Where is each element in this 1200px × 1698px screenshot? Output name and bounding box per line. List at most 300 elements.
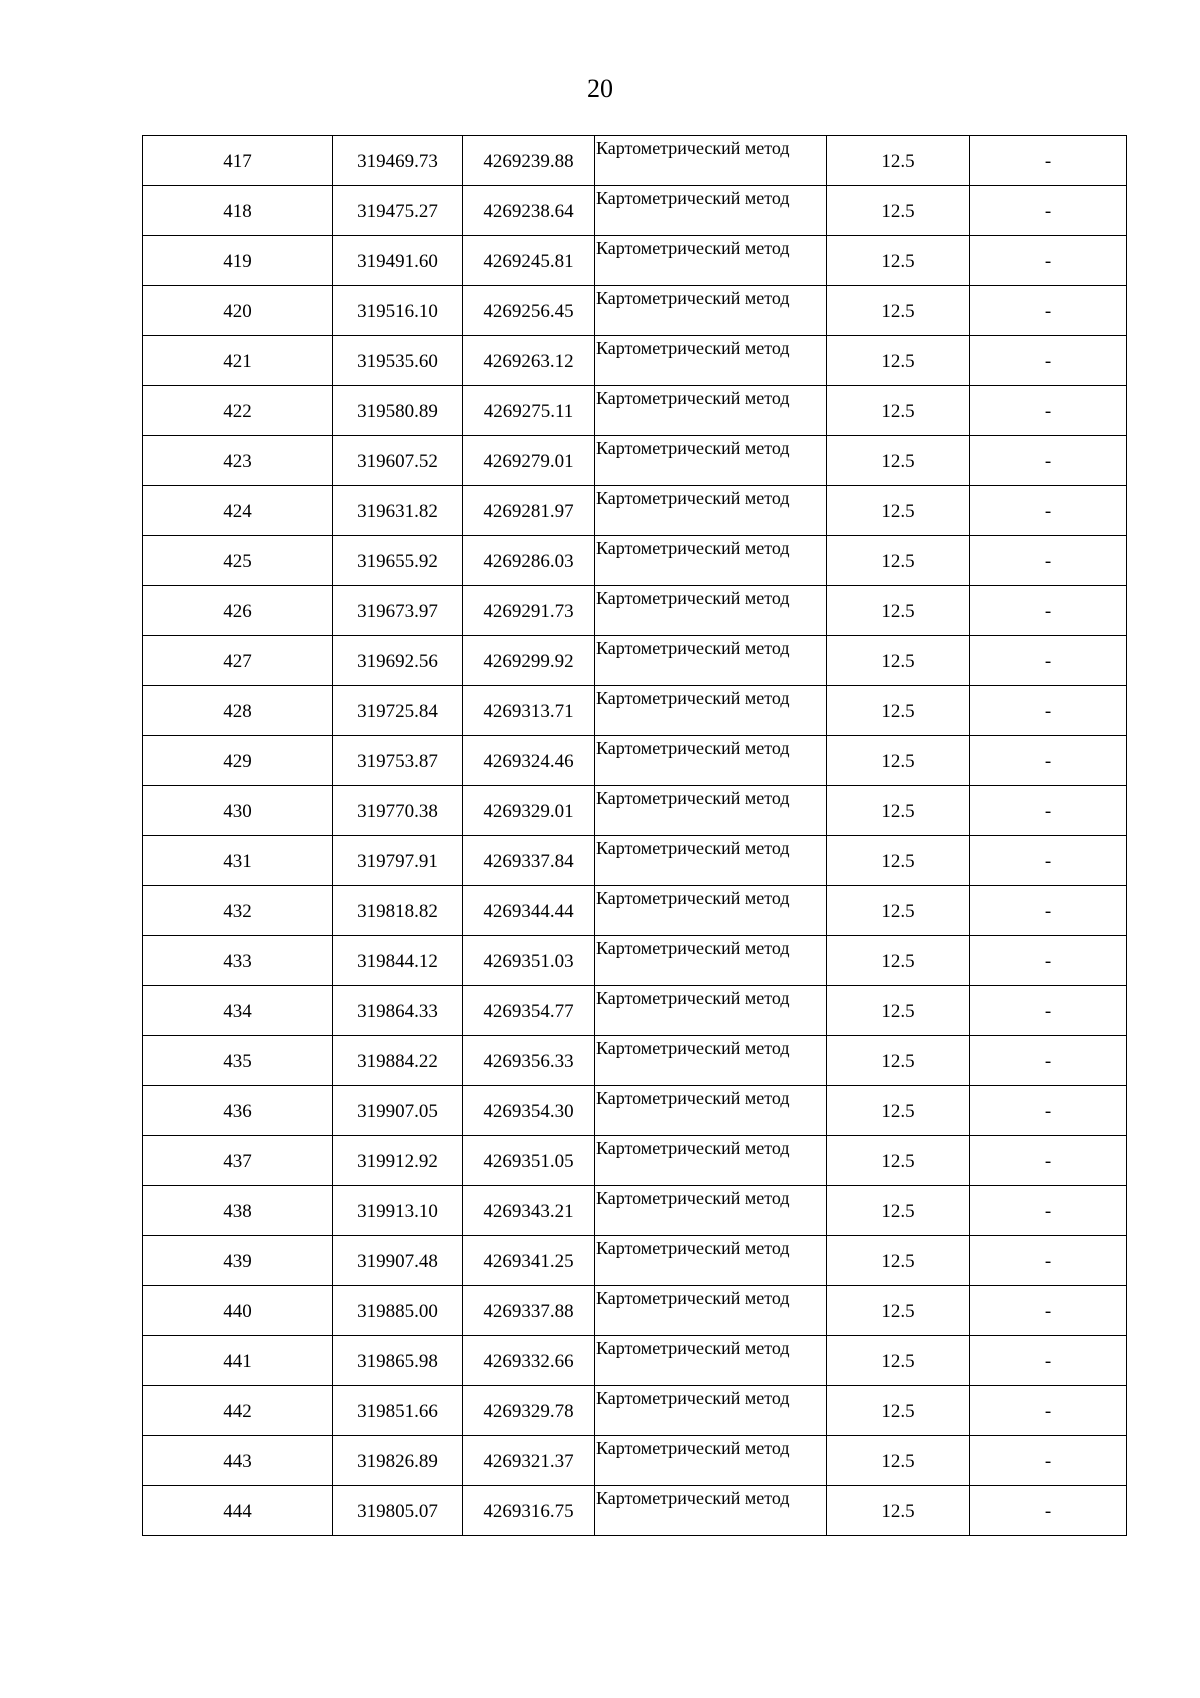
table-row <box>143 336 1127 386</box>
method-cell <box>595 1186 827 1236</box>
description-cell-text: - <box>1044 900 1052 922</box>
point-number-cell-text: 417 <box>223 150 252 172</box>
y-coordinate-cell-text: 4269313.71 <box>483 700 574 722</box>
table-row <box>143 436 1127 486</box>
method-cell-text: Картометрический метод <box>596 238 790 258</box>
description-cell-text: - <box>1044 1100 1052 1122</box>
method-cell <box>595 936 827 986</box>
accuracy-cell-text: 12.5 <box>881 350 915 372</box>
description-cell <box>970 936 1127 986</box>
accuracy-cell <box>827 1336 970 1386</box>
y-coordinate-cell <box>463 786 595 836</box>
table-row <box>143 1186 1127 1236</box>
point-number-cell <box>143 836 333 886</box>
table-row <box>143 1436 1127 1486</box>
y-coordinate-cell-text: 4269256.45 <box>483 300 574 322</box>
accuracy-cell <box>827 936 970 986</box>
x-coordinate-cell <box>333 986 463 1036</box>
point-number-cell-text: 431 <box>223 850 252 872</box>
point-number-cell <box>143 236 333 286</box>
point-number-cell-text: 437 <box>223 1150 252 1172</box>
description-cell <box>970 886 1127 936</box>
x-coordinate-cell <box>333 386 463 436</box>
y-coordinate-cell <box>463 936 595 986</box>
method-cell <box>595 1036 827 1086</box>
method-cell-text: Картометрический метод <box>596 838 790 858</box>
y-coordinate-cell <box>463 386 595 436</box>
x-coordinate-cell <box>333 536 463 586</box>
x-coordinate-cell-text: 319826.89 <box>357 1450 438 1472</box>
description-cell-text: - <box>1044 1050 1052 1072</box>
description-cell <box>970 1086 1127 1136</box>
method-cell-text: Картометрический метод <box>596 1288 790 1308</box>
point-number-cell-text: 423 <box>223 450 252 472</box>
description-cell-text: - <box>1044 1000 1052 1022</box>
description-cell-text: - <box>1044 200 1052 222</box>
method-cell <box>595 986 827 1036</box>
y-coordinate-cell <box>463 836 595 886</box>
method-cell-text: Картометрический метод <box>596 738 790 758</box>
point-number-cell-text: 419 <box>223 250 252 272</box>
y-coordinate-cell-text: 4269351.05 <box>483 1150 574 1172</box>
point-number-cell-text: 440 <box>223 1300 252 1322</box>
x-coordinate-cell-text: 319865.98 <box>357 1350 438 1372</box>
x-coordinate-cell-text: 319913.10 <box>357 1200 438 1222</box>
x-coordinate-cell-text: 319753.87 <box>357 750 438 772</box>
y-coordinate-cell-text: 4269329.01 <box>483 800 574 822</box>
method-cell-text: Картометрический метод <box>596 488 790 508</box>
y-coordinate-cell <box>463 136 595 186</box>
accuracy-cell-text: 12.5 <box>881 500 915 522</box>
point-number-cell <box>143 436 333 486</box>
y-coordinate-cell-text: 4269332.66 <box>483 1350 574 1372</box>
accuracy-cell-text: 12.5 <box>881 1500 915 1522</box>
page-number: 20 <box>587 74 613 103</box>
description-cell-text: - <box>1044 550 1052 572</box>
accuracy-cell <box>827 1386 970 1436</box>
y-coordinate-cell <box>463 1036 595 1086</box>
x-coordinate-cell <box>333 836 463 886</box>
point-number-cell <box>143 486 333 536</box>
table-row <box>143 786 1127 836</box>
y-coordinate-cell <box>463 686 595 736</box>
x-coordinate-cell <box>333 136 463 186</box>
table-row <box>143 736 1127 786</box>
point-number-cell-text: 421 <box>223 350 252 372</box>
accuracy-cell-text: 12.5 <box>881 1050 915 1072</box>
accuracy-cell-text: 12.5 <box>881 650 915 672</box>
x-coordinate-cell-text: 319580.89 <box>357 400 438 422</box>
y-coordinate-cell <box>463 236 595 286</box>
point-number-cell <box>143 1036 333 1086</box>
x-coordinate-cell <box>333 186 463 236</box>
x-coordinate-cell <box>333 336 463 386</box>
x-coordinate-cell-text: 319692.56 <box>357 650 438 672</box>
x-coordinate-cell-text: 319770.38 <box>357 800 438 822</box>
description-cell <box>970 336 1127 386</box>
y-coordinate-cell-text: 4269286.03 <box>483 550 574 572</box>
table-row <box>143 136 1127 186</box>
description-cell <box>970 836 1127 886</box>
table-row <box>143 1386 1127 1436</box>
x-coordinate-cell <box>333 436 463 486</box>
y-coordinate-cell-text: 4269281.97 <box>483 500 574 522</box>
accuracy-cell <box>827 586 970 636</box>
y-coordinate-cell <box>463 586 595 636</box>
description-cell-text: - <box>1044 250 1052 272</box>
point-number-cell-text: 418 <box>223 200 252 222</box>
method-cell-text: Картометрический метод <box>596 988 790 1008</box>
point-number-cell <box>143 786 333 836</box>
table-row <box>143 236 1127 286</box>
method-cell <box>595 786 827 836</box>
point-number-cell-text: 426 <box>223 600 252 622</box>
y-coordinate-cell <box>463 1336 595 1386</box>
x-coordinate-cell-text: 319851.66 <box>357 1400 438 1422</box>
method-cell <box>595 1136 827 1186</box>
accuracy-cell-text: 12.5 <box>881 550 915 572</box>
point-number-cell-text: 443 <box>223 1450 252 1472</box>
description-cell-text: - <box>1044 1400 1052 1422</box>
method-cell-text: Картометрический метод <box>596 188 790 208</box>
description-cell-text: - <box>1044 1250 1052 1272</box>
table-row <box>143 386 1127 436</box>
y-coordinate-cell-text: 4269337.84 <box>483 850 574 872</box>
description-cell <box>970 1036 1127 1086</box>
method-cell-text: Картометрический метод <box>596 288 790 308</box>
y-coordinate-cell-text: 4269354.30 <box>483 1100 574 1122</box>
x-coordinate-cell <box>333 1286 463 1336</box>
accuracy-cell-text: 12.5 <box>881 450 915 472</box>
method-cell <box>595 636 827 686</box>
accuracy-cell-text: 12.5 <box>881 750 915 772</box>
y-coordinate-cell-text: 4269275.11 <box>483 400 574 422</box>
method-cell <box>595 1236 827 1286</box>
x-coordinate-cell-text: 319673.97 <box>357 600 438 622</box>
description-cell-text: - <box>1044 350 1052 372</box>
y-coordinate-cell-text: 4269316.75 <box>483 1500 574 1522</box>
method-cell <box>595 1486 827 1536</box>
y-coordinate-cell <box>463 986 595 1036</box>
x-coordinate-cell-text: 319912.92 <box>357 1150 438 1172</box>
description-cell <box>970 1386 1127 1436</box>
description-cell <box>970 586 1127 636</box>
description-cell-text: - <box>1044 1450 1052 1472</box>
description-cell <box>970 636 1127 686</box>
method-cell <box>595 1286 827 1336</box>
accuracy-cell <box>827 1086 970 1136</box>
description-cell <box>970 736 1127 786</box>
point-number-cell <box>143 336 333 386</box>
method-cell <box>595 736 827 786</box>
point-number-cell <box>143 1086 333 1136</box>
x-coordinate-cell <box>333 886 463 936</box>
y-coordinate-cell-text: 4269245.81 <box>483 250 574 272</box>
x-coordinate-cell-text: 319475.27 <box>357 200 438 222</box>
table-row <box>143 1236 1127 1286</box>
table-row <box>143 636 1127 686</box>
y-coordinate-cell-text: 4269263.12 <box>483 350 574 372</box>
x-coordinate-cell-text: 319535.60 <box>357 350 438 372</box>
y-coordinate-cell <box>463 486 595 536</box>
table-row <box>143 1336 1127 1386</box>
description-cell-text: - <box>1044 1350 1052 1372</box>
accuracy-cell-text: 12.5 <box>881 800 915 822</box>
table-row <box>143 1036 1127 1086</box>
accuracy-cell <box>827 336 970 386</box>
accuracy-cell <box>827 1286 970 1336</box>
method-cell-text: Картометрический метод <box>596 688 790 708</box>
accuracy-cell-text: 12.5 <box>881 300 915 322</box>
point-number-cell <box>143 986 333 1036</box>
x-coordinate-cell-text: 319797.91 <box>357 850 438 872</box>
accuracy-cell <box>827 1486 970 1536</box>
x-coordinate-cell <box>333 686 463 736</box>
description-cell <box>970 1236 1127 1286</box>
point-number-cell-text: 427 <box>223 650 252 672</box>
x-coordinate-cell <box>333 1186 463 1236</box>
y-coordinate-cell-text: 4269343.21 <box>483 1200 574 1222</box>
point-number-cell <box>143 186 333 236</box>
point-number-cell-text: 425 <box>223 550 252 572</box>
x-coordinate-cell <box>333 936 463 986</box>
description-cell <box>970 1436 1127 1486</box>
x-coordinate-cell-text: 319805.07 <box>357 1500 438 1522</box>
table-row <box>143 1486 1127 1536</box>
table-row <box>143 986 1127 1036</box>
method-cell <box>595 1436 827 1486</box>
method-cell-text: Картометрический метод <box>596 538 790 558</box>
y-coordinate-cell-text: 4269238.64 <box>483 200 574 222</box>
method-cell <box>595 886 827 936</box>
point-number-cell-text: 444 <box>223 1500 252 1522</box>
method-cell-text: Картометрический метод <box>596 588 790 608</box>
point-number-cell <box>143 1386 333 1436</box>
description-cell-text: - <box>1044 300 1052 322</box>
accuracy-cell <box>827 1186 970 1236</box>
method-cell <box>595 436 827 486</box>
point-number-cell <box>143 886 333 936</box>
point-number-cell-text: 424 <box>223 500 252 522</box>
y-coordinate-cell-text: 4269356.33 <box>483 1050 574 1072</box>
x-coordinate-cell-text: 319725.84 <box>357 700 438 722</box>
method-cell-text: Картометрический метод <box>596 1338 790 1358</box>
accuracy-cell <box>827 1436 970 1486</box>
y-coordinate-cell <box>463 736 595 786</box>
point-number-cell <box>143 1336 333 1386</box>
point-number-cell-text: 428 <box>223 700 252 722</box>
point-number-cell <box>143 1286 333 1336</box>
point-number-cell-text: 420 <box>223 300 252 322</box>
accuracy-cell-text: 12.5 <box>881 600 915 622</box>
method-cell-text: Картометрический метод <box>596 1238 790 1258</box>
description-cell <box>970 386 1127 436</box>
accuracy-cell <box>827 1236 970 1286</box>
x-coordinate-cell-text: 319864.33 <box>357 1000 438 1022</box>
x-coordinate-cell <box>333 1336 463 1386</box>
accuracy-cell <box>827 286 970 336</box>
method-cell <box>595 236 827 286</box>
y-coordinate-cell <box>463 1386 595 1436</box>
method-cell-text: Картометрический метод <box>596 1088 790 1108</box>
point-number-cell-text: 432 <box>223 900 252 922</box>
table-row <box>143 536 1127 586</box>
x-coordinate-cell-text: 319491.60 <box>357 250 438 272</box>
method-cell <box>595 1086 827 1136</box>
y-coordinate-cell <box>463 636 595 686</box>
method-cell-text: Картометрический метод <box>596 138 790 158</box>
y-coordinate-cell <box>463 886 595 936</box>
coordinates-table-body <box>143 136 1127 1536</box>
method-cell-text: Картометрический метод <box>596 888 790 908</box>
description-cell-text: - <box>1044 1150 1052 1172</box>
x-coordinate-cell-text: 319655.92 <box>357 550 438 572</box>
x-coordinate-cell <box>333 586 463 636</box>
point-number-cell <box>143 936 333 986</box>
table-row <box>143 686 1127 736</box>
description-cell <box>970 986 1127 1036</box>
method-cell-text: Картометрический метод <box>596 1438 790 1458</box>
x-coordinate-cell-text: 319907.48 <box>357 1250 438 1272</box>
point-number-cell-text: 434 <box>223 1000 252 1022</box>
x-coordinate-cell <box>333 1386 463 1436</box>
point-number-cell-text: 435 <box>223 1050 252 1072</box>
accuracy-cell-text: 12.5 <box>881 1400 915 1422</box>
y-coordinate-cell <box>463 1086 595 1136</box>
accuracy-cell <box>827 886 970 936</box>
y-coordinate-cell-text: 4269239.88 <box>483 150 574 172</box>
x-coordinate-cell-text: 319885.00 <box>357 1300 438 1322</box>
x-coordinate-cell-text: 319818.82 <box>357 900 438 922</box>
method-cell-text: Картометрический метод <box>596 438 790 458</box>
accuracy-cell-text: 12.5 <box>881 250 915 272</box>
accuracy-cell <box>827 1036 970 1086</box>
y-coordinate-cell <box>463 1486 595 1536</box>
y-coordinate-cell-text: 4269341.25 <box>483 1250 574 1272</box>
description-cell <box>970 1486 1127 1536</box>
point-number-cell <box>143 136 333 186</box>
point-number-cell <box>143 286 333 336</box>
method-cell <box>595 836 827 886</box>
point-number-cell <box>143 1186 333 1236</box>
accuracy-cell-text: 12.5 <box>881 700 915 722</box>
method-cell <box>595 536 827 586</box>
method-cell-text: Картометрический метод <box>596 788 790 808</box>
x-coordinate-cell <box>333 1236 463 1286</box>
method-cell-text: Картометрический метод <box>596 1138 790 1158</box>
table-row <box>143 886 1127 936</box>
y-coordinate-cell-text: 4269279.01 <box>483 450 574 472</box>
x-coordinate-cell <box>333 636 463 686</box>
y-coordinate-cell <box>463 336 595 386</box>
accuracy-cell <box>827 486 970 536</box>
x-coordinate-cell <box>333 236 463 286</box>
description-cell <box>970 1286 1127 1336</box>
coordinates-table <box>142 135 1127 1536</box>
point-number-cell <box>143 1436 333 1486</box>
description-cell <box>970 1136 1127 1186</box>
method-cell-text: Картометрический метод <box>596 638 790 658</box>
accuracy-cell-text: 12.5 <box>881 950 915 972</box>
point-number-cell-text: 429 <box>223 750 252 772</box>
accuracy-cell <box>827 786 970 836</box>
y-coordinate-cell <box>463 286 595 336</box>
point-number-cell <box>143 736 333 786</box>
y-coordinate-cell-text: 4269299.92 <box>483 650 574 672</box>
accuracy-cell-text: 12.5 <box>881 1450 915 1472</box>
point-number-cell <box>143 1486 333 1536</box>
accuracy-cell <box>827 636 970 686</box>
method-cell <box>595 336 827 386</box>
method-cell-text: Картометрический метод <box>596 1488 790 1508</box>
table-row <box>143 1136 1127 1186</box>
description-cell <box>970 436 1127 486</box>
point-number-cell <box>143 1236 333 1286</box>
point-number-cell-text: 436 <box>223 1100 252 1122</box>
method-cell-text: Картометрический метод <box>596 1038 790 1058</box>
accuracy-cell <box>827 686 970 736</box>
accuracy-cell-text: 12.5 <box>881 150 915 172</box>
accuracy-cell-text: 12.5 <box>881 850 915 872</box>
point-number-cell <box>143 686 333 736</box>
description-cell-text: - <box>1044 700 1052 722</box>
description-cell-text: - <box>1044 1300 1052 1322</box>
y-coordinate-cell <box>463 1436 595 1486</box>
accuracy-cell-text: 12.5 <box>881 1100 915 1122</box>
accuracy-cell <box>827 736 970 786</box>
accuracy-cell <box>827 1136 970 1186</box>
point-number-cell <box>143 1136 333 1186</box>
description-cell <box>970 186 1127 236</box>
description-cell-text: - <box>1044 1200 1052 1222</box>
x-coordinate-cell <box>333 486 463 536</box>
y-coordinate-cell <box>463 1136 595 1186</box>
accuracy-cell <box>827 436 970 486</box>
y-coordinate-cell-text: 4269337.88 <box>483 1300 574 1322</box>
x-coordinate-cell-text: 319907.05 <box>357 1100 438 1122</box>
description-cell-text: - <box>1044 650 1052 672</box>
accuracy-cell <box>827 536 970 586</box>
accuracy-cell-text: 12.5 <box>881 1250 915 1272</box>
method-cell-text: Картометрический метод <box>596 388 790 408</box>
table-row <box>143 586 1127 636</box>
y-coordinate-cell-text: 4269291.73 <box>483 600 574 622</box>
x-coordinate-cell <box>333 1486 463 1536</box>
description-cell-text: - <box>1044 450 1052 472</box>
method-cell <box>595 486 827 536</box>
accuracy-cell-text: 12.5 <box>881 400 915 422</box>
description-cell-text: - <box>1044 750 1052 772</box>
x-coordinate-cell <box>333 786 463 836</box>
method-cell <box>595 386 827 436</box>
x-coordinate-cell <box>333 1086 463 1136</box>
accuracy-cell <box>827 136 970 186</box>
table-row <box>143 186 1127 236</box>
point-number-cell-text: 430 <box>223 800 252 822</box>
method-cell <box>595 1336 827 1386</box>
y-coordinate-cell-text: 4269321.37 <box>483 1450 574 1472</box>
method-cell-text: Картометрический метод <box>596 938 790 958</box>
y-coordinate-cell-text: 4269344.44 <box>483 900 574 922</box>
y-coordinate-cell-text: 4269329.78 <box>483 1400 574 1422</box>
description-cell <box>970 136 1127 186</box>
y-coordinate-cell <box>463 536 595 586</box>
y-coordinate-cell <box>463 186 595 236</box>
table-row <box>143 286 1127 336</box>
x-coordinate-cell-text: 319607.52 <box>357 450 438 472</box>
y-coordinate-cell-text: 4269324.46 <box>483 750 574 772</box>
accuracy-cell <box>827 386 970 436</box>
